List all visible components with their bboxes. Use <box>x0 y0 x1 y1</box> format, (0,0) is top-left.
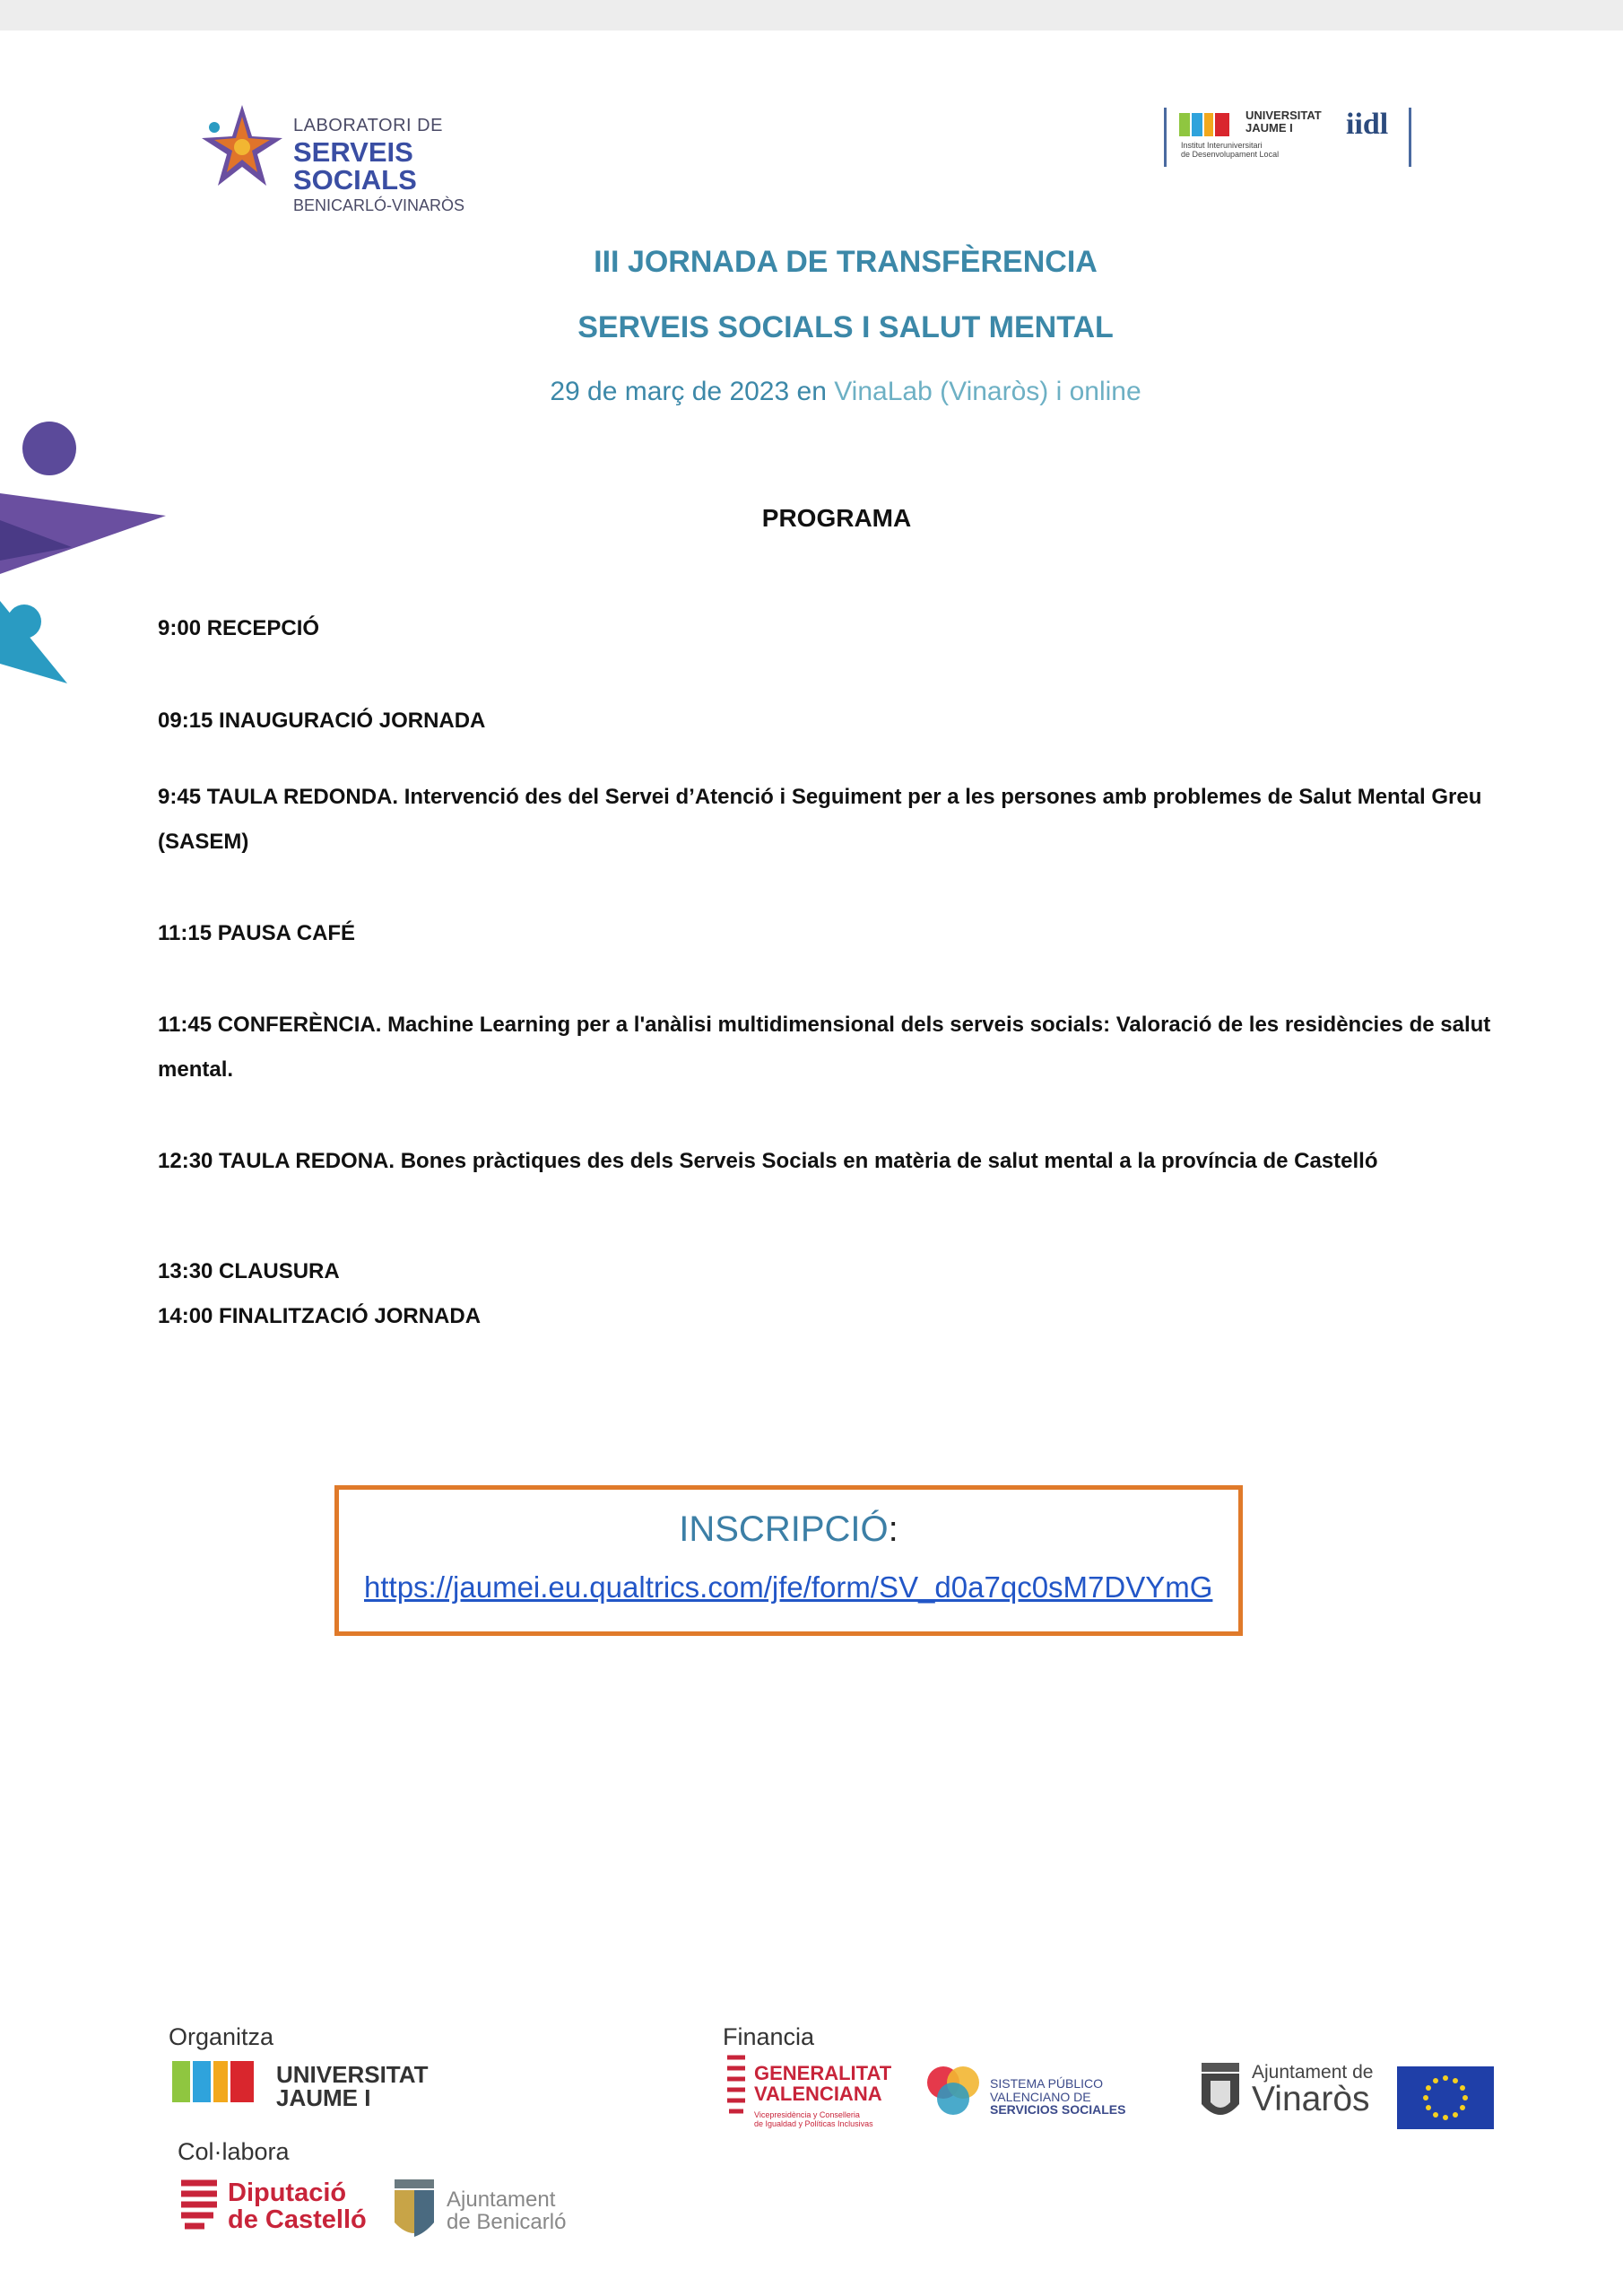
top-bar <box>0 0 1623 30</box>
spss-line1: SISTEMA PÚBLICO <box>990 2076 1104 2091</box>
benicarlo-line2: de Benicarló <box>447 2210 567 2235</box>
financia-label: Financia <box>723 2023 815 2050</box>
vinaros-shield-icon <box>1198 2061 1243 2126</box>
uji-color-blocks-icon <box>1179 113 1231 136</box>
generalitat-sub1: Vicepresidència y Conselleria <box>754 2110 860 2119</box>
uji-footer-line1: UNIVERSITAT <box>276 2061 429 2088</box>
colabora-label: Col·labora <box>178 2138 290 2165</box>
sistema-publico-servicios-sociales-logo <box>924 2061 1157 2124</box>
uji-small-name-line2: JAUME I <box>1245 120 1293 135</box>
program-item-finalitzacio: 14:00 FINALITZACIÓ JORNADA <box>158 1304 482 1328</box>
program-heading: PROGRAMA <box>761 504 912 532</box>
program-item-clausura: 13:30 CLAUSURA <box>158 1259 340 1283</box>
iidl-inst-line2: de Desenvolupament Local <box>1181 149 1280 159</box>
benicarlo-line1: Ajuntament <box>447 2187 556 2212</box>
inscription-label: INSCRIPCIÓ <box>679 1509 889 1549</box>
uji-footer-line2: JAUME I <box>276 2084 371 2111</box>
iidl-wordmark: iidl <box>1346 108 1389 141</box>
inscription-title <box>339 1509 1238 1550</box>
vinaros-line2: Vinaròs <box>1252 2080 1370 2118</box>
uji-footer-logo <box>172 2061 441 2117</box>
generalitat-emblem-icon <box>722 2052 751 2129</box>
spss-circles-icon <box>924 2061 983 2120</box>
program-item-conferencia: 11:45 CONFERÈNCIA. Machine Learning per a l'anàlisi multidimensional dels serveis socials: Valoració de les residències de salut mental. <box>158 1013 1491 1082</box>
program-item-taula-redonda-sasem: 9:45 TAULA REDONDA. Intervenció des del Servei d’Atenció i Seguiment per a les persones amb problemes de Salut Mental Greu (SASEM) <box>158 785 1482 854</box>
event-date: 29 de març de 2023 en <box>550 377 835 406</box>
program-item-recepcio: 9:00 RECEPCIÓ <box>158 616 320 640</box>
ajuntament-benicarlo-logo <box>391 2176 588 2244</box>
lab-logo-line2: SERVEIS SOCIALS <box>293 136 417 196</box>
lab-logo-line3: BENICARLÓ-VINARÒS <box>293 196 465 214</box>
program-item-taula-redona-castello: 12:30 TAULA REDONA. Bones pràctiques des dels Serveis Socials en matèria de salut mental a la província de Castelló <box>158 1149 1378 1173</box>
program-item-inauguracio: 09:15 INAUGURACIÓ JORNADA <box>158 709 486 733</box>
generalitat-line2: VALENCIANA <box>754 2083 882 2106</box>
diputacio-stripes-icon <box>178 2176 221 2235</box>
benicarlo-shield-icon <box>391 2176 438 2244</box>
uji-iidl-logo <box>1164 108 1411 167</box>
event-title-line2: SERVEIS SOCIALS I SALUT MENTAL <box>577 310 1114 344</box>
generalitat-valenciana-logo <box>722 2052 919 2142</box>
ajuntament-vinaros-logo <box>1198 2061 1395 2124</box>
vinaros-line1: Ajuntament de <box>1252 2062 1374 2083</box>
decorative-star-graphic <box>0 404 179 691</box>
deco-purple-dot <box>22 422 76 475</box>
inscription-link[interactable]: https://jaumei.eu.qualtrics.com/jfe/form/SV_d0a7qc0sM7DVYmG <box>364 1570 1213 1604</box>
event-place: VinaLab (Vinaròs) i online <box>834 377 1141 406</box>
event-date-place <box>0 377 1623 407</box>
diputacio-line2: de Castelló <box>228 2205 367 2235</box>
iidl-inst-line1: Institut Interuniversitari <box>1181 141 1263 150</box>
eu-flag <box>1397 2066 1494 2129</box>
uji-small-name-line1: UNIVERSITAT <box>1245 109 1322 122</box>
organitza-label: Organitza <box>169 2023 274 2050</box>
inscription-box <box>334 1485 1243 1636</box>
event-title-line1: III JORNADA DE TRANSFÈRENCIA <box>594 245 1098 279</box>
spss-line3: SERVICIOS SOCIALES <box>990 2102 1126 2118</box>
diputacio-castello-logo <box>178 2176 375 2239</box>
program-item-pausa-cafe: 11:15 PAUSA CAFÉ <box>158 921 356 945</box>
eu-stars-icon <box>1397 2066 1494 2129</box>
lab-logo-line1: LABORATORI DE <box>293 116 443 135</box>
inscription-colon: : <box>888 1509 898 1549</box>
spss-line2: VALENCIANO DE <box>990 2089 1091 2104</box>
laboratori-star-icon <box>193 100 291 190</box>
generalitat-line1: GENERALITAT <box>754 2062 892 2084</box>
laboratori-serveis-socials-logo <box>193 100 534 214</box>
diputacio-line1: Diputació <box>228 2179 347 2207</box>
generalitat-sub2: de Igualdad y Políticas Inclusivas <box>754 2118 873 2128</box>
